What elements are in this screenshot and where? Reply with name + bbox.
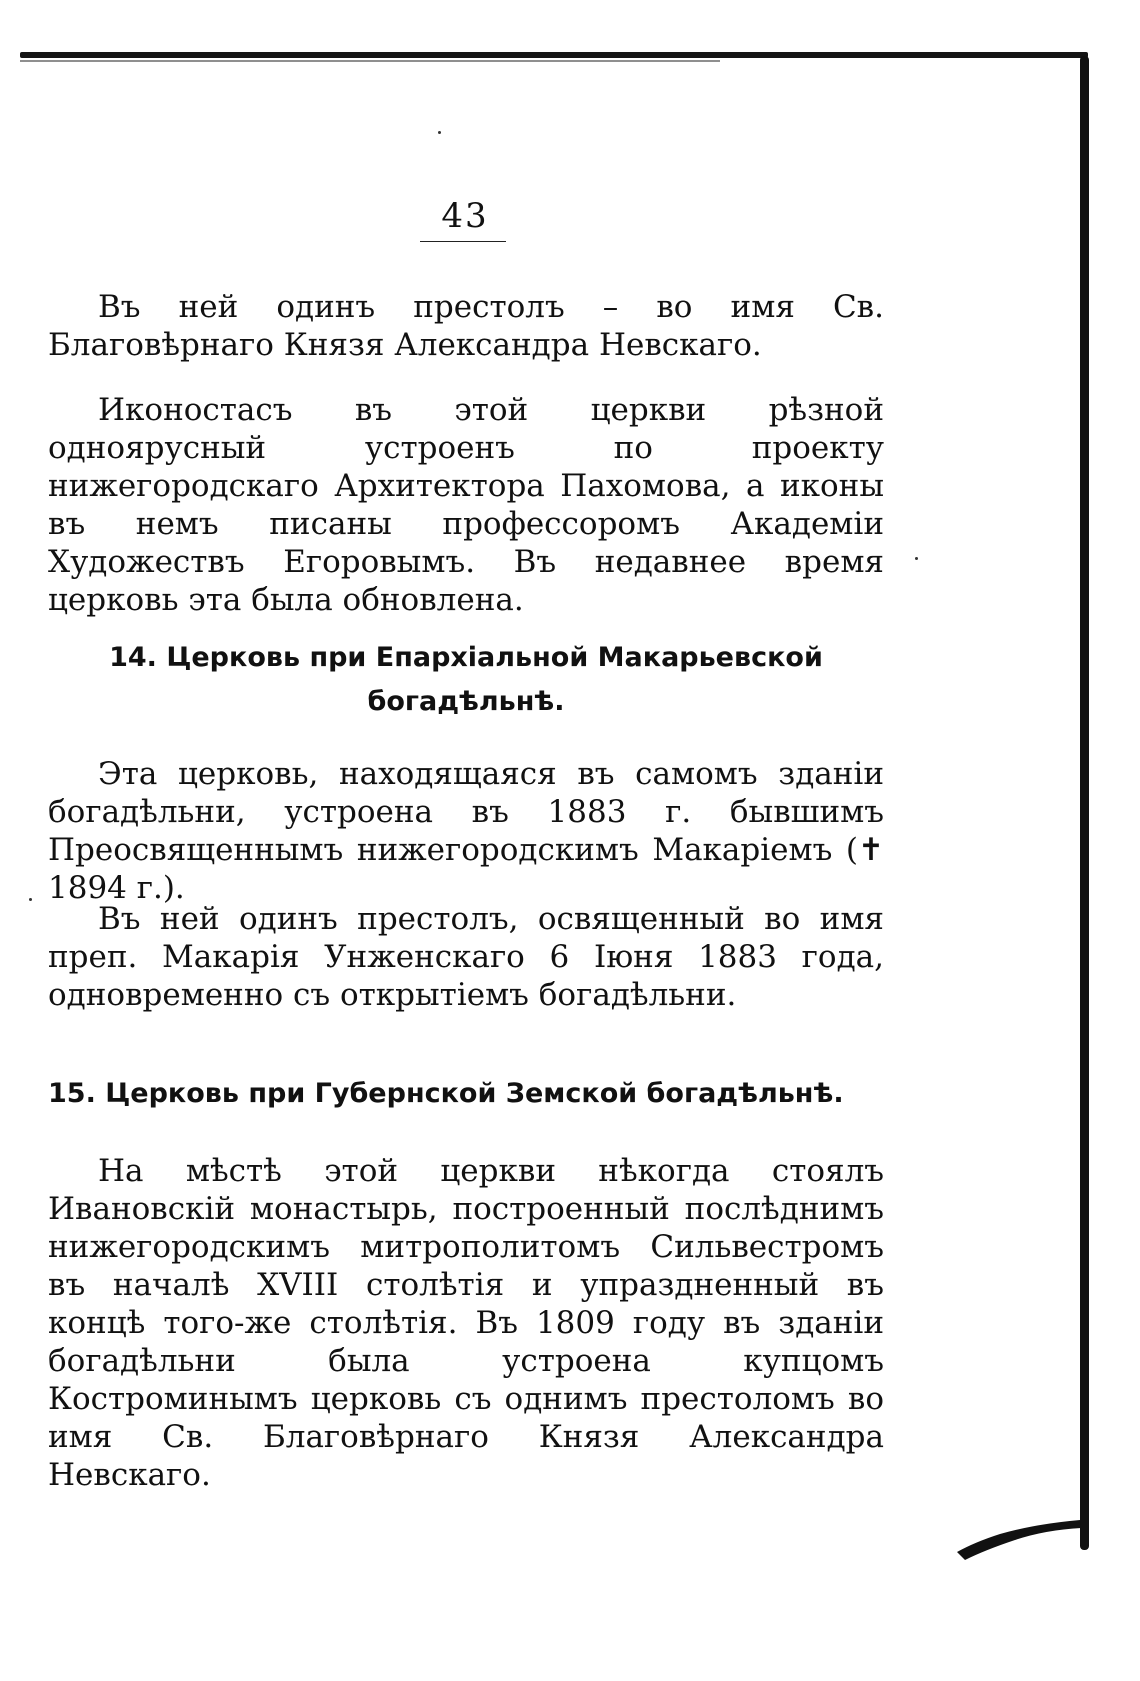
section-heading-15: 15. Церковь при Губернской Земской богадѣльнѣ.	[48, 1078, 844, 1109]
page-number: 43	[441, 196, 489, 236]
section-heading-14: 14. Церковь при Епархіальной Макарьевской богадѣльнѣ.	[109, 642, 823, 717]
paragraph-5: На мѣстѣ этой церкви нѣкогда стоялъ Ивановскій монастырь, построенный послѣднимъ нижегородскимъ митрополитомъ Сильвестромъ въ началѣ XVIII столѣтія и упраздненный въ концѣ того-же столѣтія. Въ 1809 году въ зданіи богадѣльни была устроена купцомъ Костроминымъ церковь съ однимъ престоломъ во имя Св. Благовѣрнаго Князя Александра Невскаго.	[48, 1153, 884, 1493]
paragraph-4: Въ ней одинъ престолъ, освященный во имя преп. Макарія Унженскаго 6 Іюня 1883 года, одновременно съ открытіемъ богадѣльни.	[48, 901, 884, 1013]
paragraph-3: Эта церковь, находящаяся въ самомъ зданіи богадѣльни, устроена въ 1883 г. бывшимъ Преосвященнымъ нижегородскимъ Макаріемъ (✝ 1894 г.).	[48, 756, 884, 906]
print-speck	[29, 898, 32, 901]
page-right-border	[1080, 56, 1089, 1550]
page-top-border-shadow	[20, 60, 720, 62]
paragraph-2: Иконостасъ въ этой церкви рѣзной одноярусный устроенъ по проекту нижегородскаго Архитектора Пахомова, а иконы въ немъ писаны профессоромъ Академіи Художествъ Егоровымъ. Въ недавнее время церковь эта была обновлена.	[48, 392, 884, 618]
print-speck	[438, 131, 441, 134]
page-number-underline	[420, 241, 506, 242]
page-top-border	[20, 52, 1088, 58]
ink-blot-ornament	[955, 1512, 1085, 1562]
paragraph-1: Въ ней одинъ престолъ – во имя Св. Благовѣрнаго Князя Александра Невскаго.	[48, 289, 884, 363]
print-speck	[915, 557, 918, 560]
